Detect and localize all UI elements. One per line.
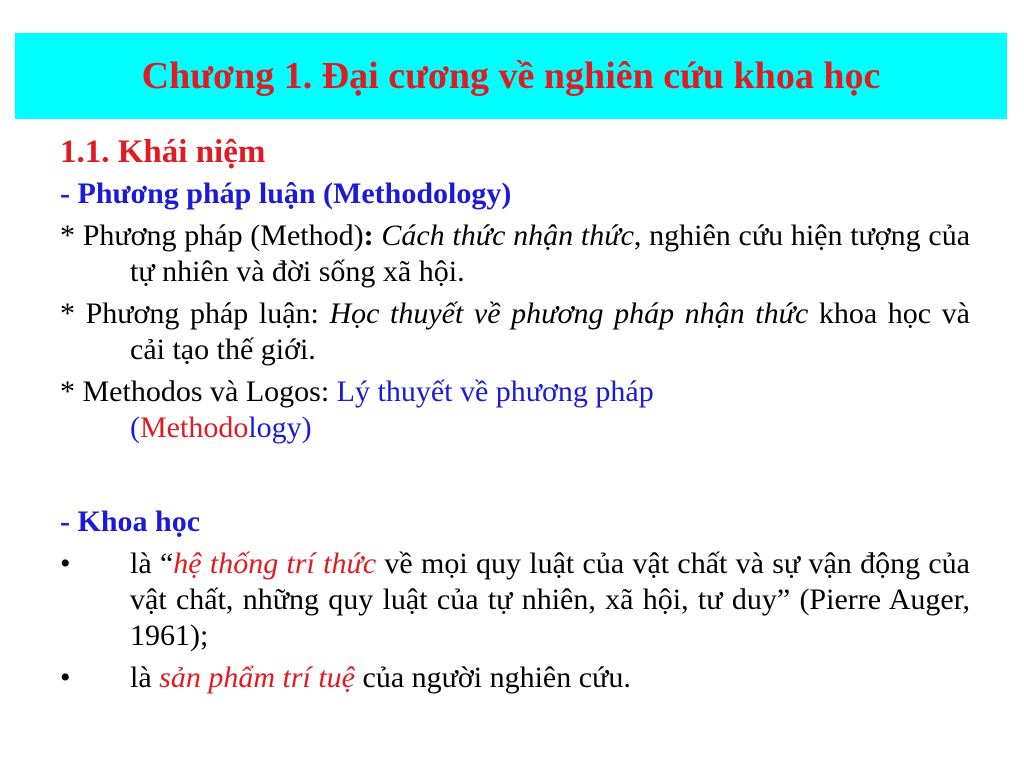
methodos-paragraph <box>60 374 970 446</box>
list-item <box>60 546 970 654</box>
science-heading <box>60 504 970 540</box>
method-colon: : <box>363 219 374 252</box>
methodology-prefix: * Phương pháp luận: <box>60 297 330 330</box>
method-paragraph <box>60 218 970 290</box>
section-heading: 1.1. Khái niệm <box>60 134 266 170</box>
bullet-lead: là <box>130 661 160 694</box>
methodos-prefix: * Methodos và Logos: <box>60 375 337 408</box>
science-heading-dash: - K <box>60 505 101 538</box>
bullet-lead: là “ <box>130 547 174 580</box>
science-heading-rest: hoa học <box>100 505 201 538</box>
methodo-part: Methodo <box>140 411 249 444</box>
bullet-highlight: sản phẩm trí tuệ <box>159 661 355 694</box>
spacer <box>60 452 970 504</box>
slide-content <box>60 130 970 702</box>
bullet-highlight: hệ thống trí thức <box>173 547 377 580</box>
bullet-rest: của người nghiên cứu. <box>355 661 631 694</box>
slide-title: Chương 1. Đại cương về nghiên cứu khoa học <box>141 55 881 97</box>
bullet-rest: về mọi quy luật của vật chất và sự vận động của vật chất, những quy luật của tự nhiên, xã hội, tư duy” (Pierre Auger, 1961); <box>130 547 970 652</box>
title-bar <box>15 33 1007 119</box>
bullet-text <box>130 660 970 696</box>
bullet-icon: • <box>60 661 71 694</box>
methodology-heading: - Phương pháp luận (Methodology) <box>60 177 512 210</box>
method-rest: , nghiên cứu hiện tượng của tự nhiên và đời sống xã hội. <box>130 219 971 288</box>
bullet-text <box>130 546 970 654</box>
methodos-definition: Lý thuyết về phương pháp <box>336 375 654 408</box>
bullet-icon: • <box>60 547 71 580</box>
logy-part: logy) <box>248 411 312 444</box>
list-item <box>60 660 970 696</box>
method-prefix: * Phương pháp (Method) <box>60 219 364 252</box>
methodos-paren: ( <box>130 411 140 444</box>
methodology-definition: Học thuyết về phương pháp nhận thức <box>329 297 809 330</box>
methodology-paragraph <box>60 296 970 368</box>
methodology-rest: khoa học và cải tạo thế giới. <box>130 297 971 366</box>
method-definition: Cách thức nhận thức <box>381 219 634 252</box>
